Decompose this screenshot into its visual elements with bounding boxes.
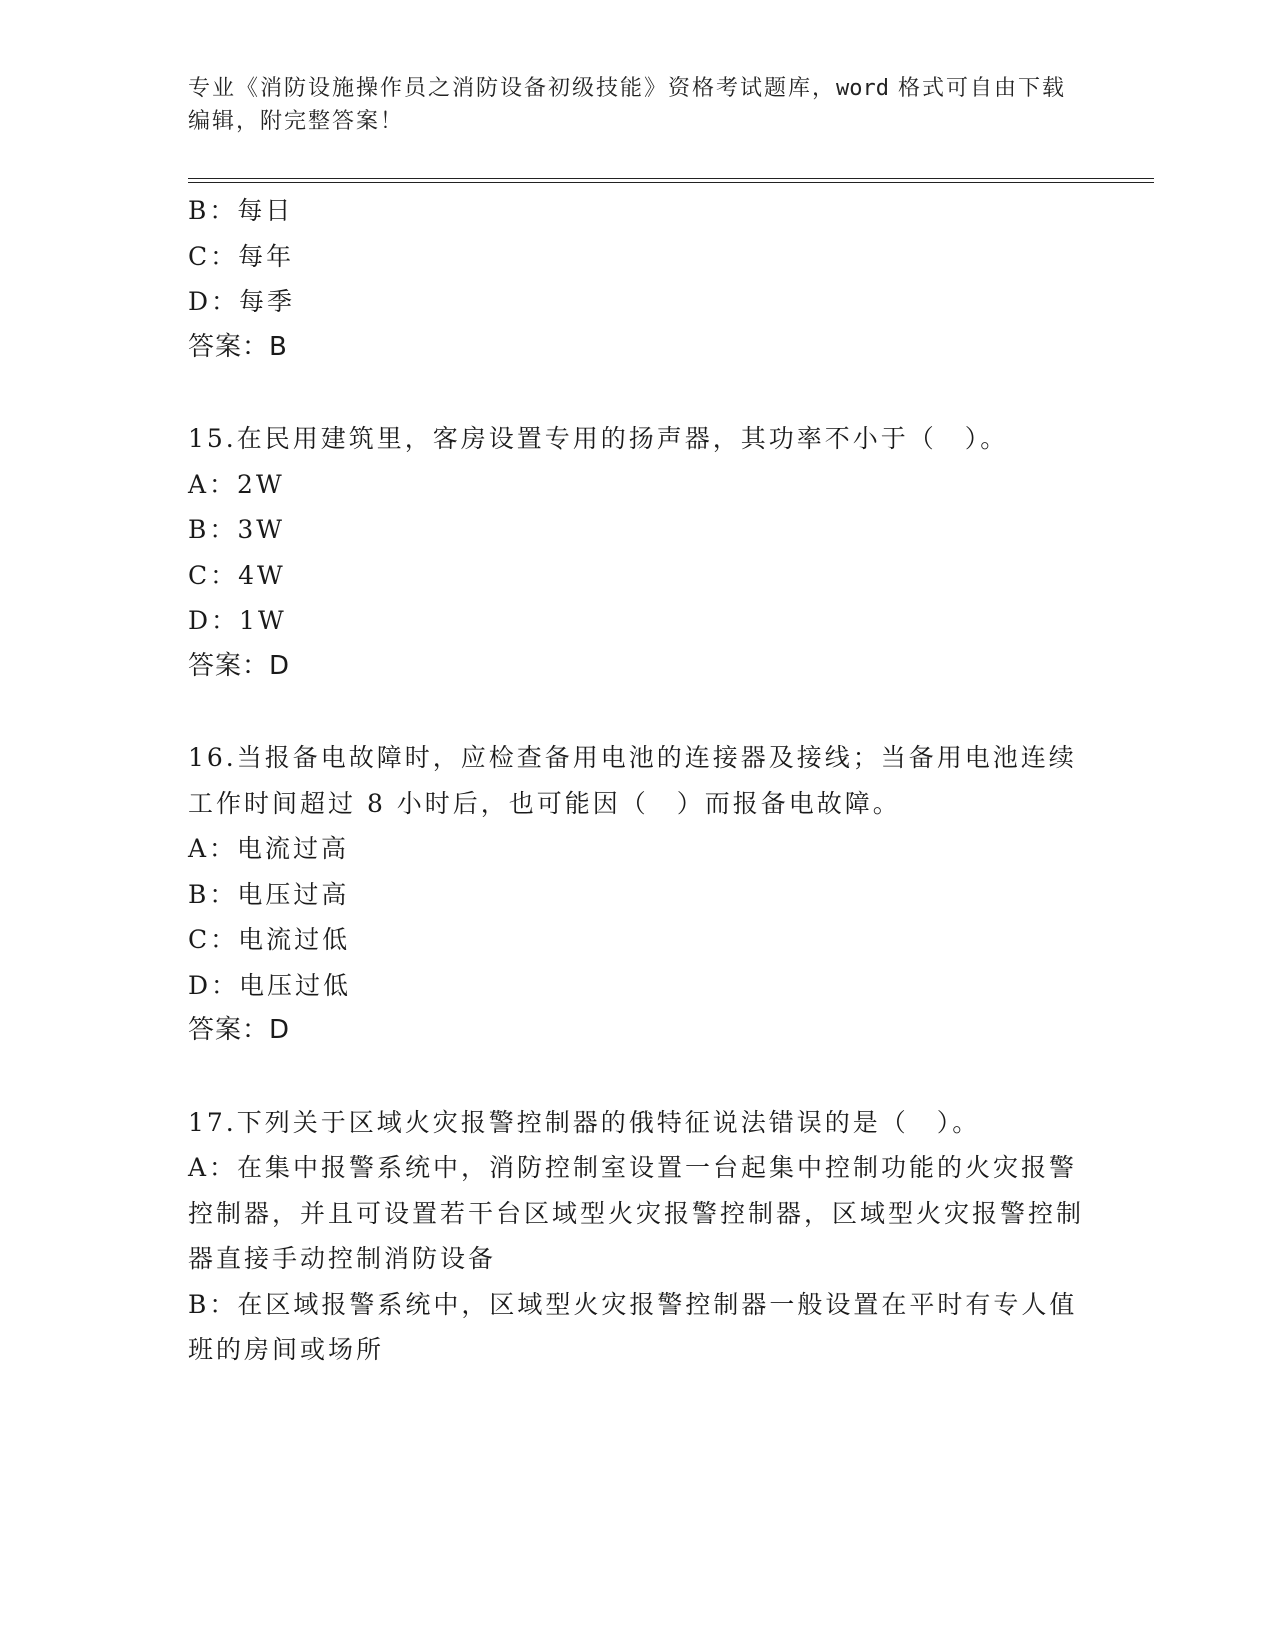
option-d: D：电压过低 — [188, 970, 352, 1000]
option-a: A：2W — [188, 469, 285, 499]
option-b: B：每日 — [188, 196, 294, 225]
option-d: D：每季 — [188, 287, 296, 316]
header-divider-top — [188, 178, 1154, 179]
option-d: D：1W — [188, 606, 287, 635]
question-text: 15.在民用建筑里，客房设置专用的扬声器，其功率不小于（ ）。 — [188, 424, 1009, 453]
spacer — [188, 370, 1088, 416]
header-divider-bottom — [188, 182, 1154, 183]
answer-line: 答案：B — [188, 331, 288, 362]
answer-line: 答案：D — [188, 1015, 291, 1045]
option-c: C：4W — [188, 560, 286, 590]
answer-line: 答案：D — [188, 650, 291, 681]
header-text-part1: 专业《消防设施操作员之消防设备初级技能》资格考试题库， — [188, 76, 837, 101]
header-text-word: word — [836, 76, 889, 101]
question-text: 16.当报备电故障时，应检查备用电池的连接器及接线；当备用电池连续工作时间超过 8 小时后，也可能因（ ）而报备电故障。 — [188, 743, 1077, 818]
question-block-15 — [188, 416, 1088, 689]
document-header — [188, 72, 1088, 138]
option-c: C：每年 — [188, 241, 295, 271]
option-a: A：在集中报警系统中，消防控制室设置一台起集中控制功能的火灾报警控制器，并且可设置若干台区域型火灾报警控制器，区域型火灾报警控制器直接手动控制消防设备 — [188, 1153, 1085, 1273]
option-b: B：在区域报警系统中，区域型火灾报警控制器一般设置在平时有专人值班的房间或场所 — [188, 1289, 1078, 1364]
option-b: B：3W — [188, 515, 285, 544]
question-text: 17.下列关于区域火灾报警控制器的俄特征说法错误的是（ ）。 — [188, 1107, 981, 1137]
question-block-16 — [188, 735, 1088, 1054]
question-list — [188, 188, 1088, 1373]
option-b: B：电压过高 — [188, 879, 350, 909]
spacer — [188, 689, 1088, 735]
question-block-prev — [188, 188, 1088, 370]
question-block-17 — [188, 1100, 1088, 1373]
header-text-part2: 格式可自由下载编辑，附完整答案！ — [188, 76, 1066, 134]
spacer — [188, 1054, 1088, 1100]
option-c: C：电流过低 — [188, 925, 351, 954]
option-a: A：电流过高 — [188, 834, 350, 863]
